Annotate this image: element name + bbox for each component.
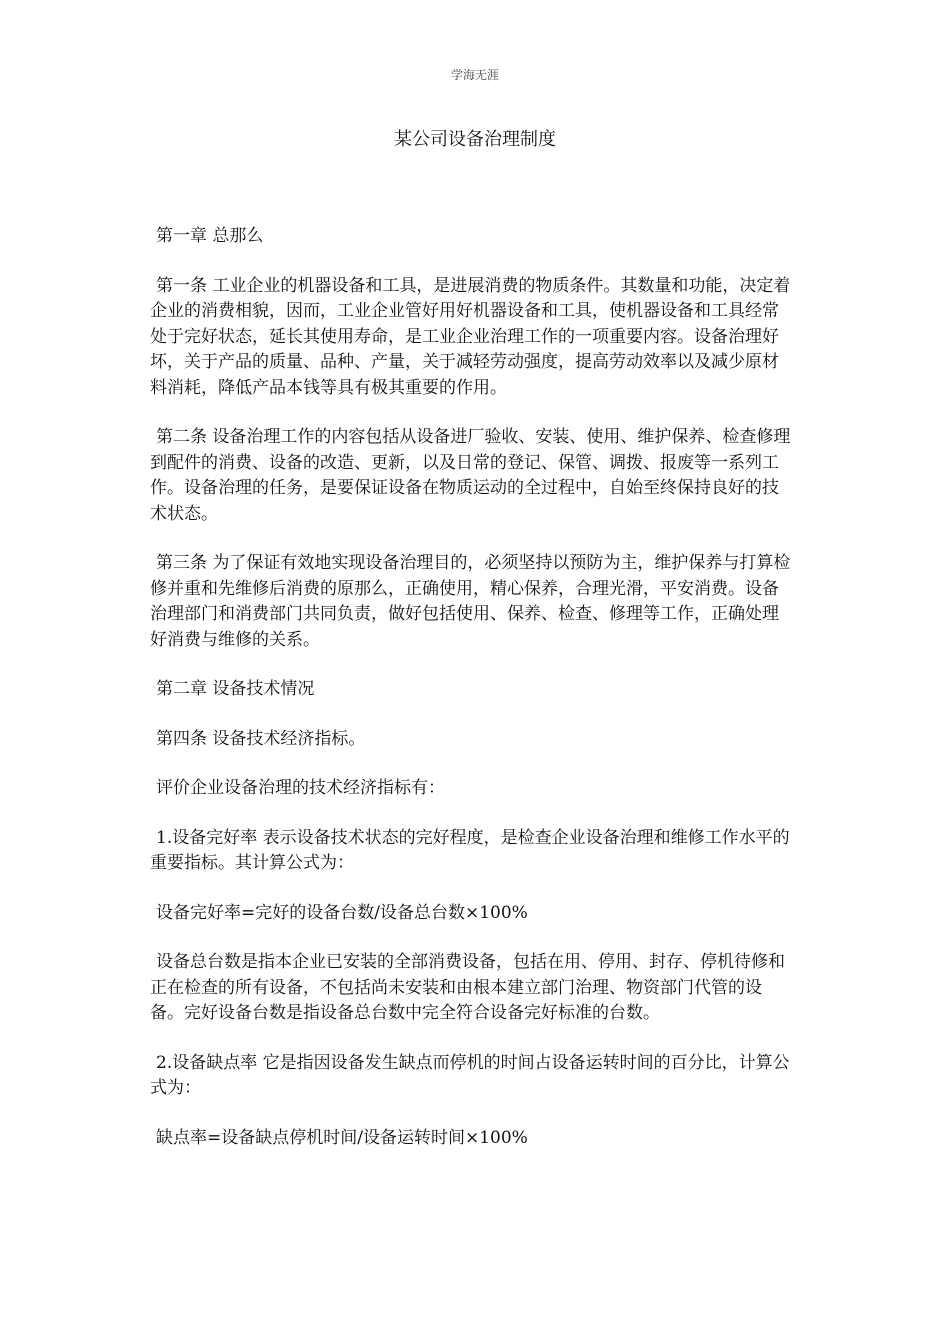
article-paragraph bbox=[150, 727, 795, 753]
paragraph-text: 第三条 为了保证有效地实现设备治理目的，必须坚持以预防为主，维护保养与打算检修并重和先维修后消费的原那么，正确使用，精心保养，合理光滑，平安消费。设备治理部门和消费部门共同负责，做好包括使用、保养、检查、修理等工作，正确处理好消费与维修的关系。 bbox=[150, 553, 791, 650]
paragraph-text: 第四条 设备技术经济指标。 bbox=[156, 728, 366, 749]
document-title: 某公司设备治理制度 bbox=[394, 129, 556, 150]
body-paragraph bbox=[150, 776, 795, 802]
paragraph-text: 第二章 设备技术情况 bbox=[156, 679, 315, 699]
paragraph-text: 2.设备缺点率 它是指因设备发生缺点而停机的时间占设备运转时间的百分比，计算公式为： bbox=[150, 1052, 790, 1098]
list-item-paragraph bbox=[150, 826, 795, 877]
paragraph-text: 第一章 总那么 bbox=[156, 226, 264, 246]
page-header-note: 学海无涯 bbox=[450, 68, 499, 82]
article-paragraph bbox=[150, 551, 795, 653]
paragraph-text: 设备完好率=完好的设备台数/设备总台数×100% bbox=[156, 902, 528, 923]
body-paragraph bbox=[150, 950, 795, 1027]
paragraph-text: 评价企业设备治理的技术经济指标有： bbox=[156, 778, 445, 798]
chapter-heading bbox=[150, 224, 795, 250]
formula-line bbox=[150, 901, 795, 927]
paragraph-text: 1.设备完好率 表示设备技术状态的完好程度，是检查企业设备治理和维修工作水平的重要指标。其计算公式为： bbox=[150, 827, 790, 873]
paragraph-text: 第一条 工业企业的机器设备和工具，是进展消费的物质条件。其数量和功能，决定着企业的消费相貌，因而，工业企业管好用好机器设备和工具，使机器设备和工具经常处于完好状态，延长其使用寿命，是工业企业治理工作的一项重要内容。设备治理好坏，关于产品的质量、品种、产量，关于减轻劳动强度，提高劳动效率以及减少原材料消耗，降低产品本钱等具有极其重要的作用。 bbox=[150, 275, 791, 398]
list-item-paragraph bbox=[150, 1051, 795, 1102]
chapter-heading bbox=[150, 677, 795, 703]
article-paragraph bbox=[150, 425, 795, 527]
paragraph-text: 设备总台数是指本企业已安装的全部消费设备，包括在用、停用、封存、停机待修和正在检查的所有设备，不包括尚未安装和由根本建立部门治理、物资部门代管的设备。完好设备台数是指设备总台数中完全符合设备完好标准的台数。 bbox=[150, 952, 785, 1023]
paragraph-text: 缺点率=设备缺点停机时间/设备运转时间×100% bbox=[156, 1127, 528, 1148]
formula-line bbox=[150, 1126, 795, 1152]
paragraph-text: 第二条 设备治理工作的内容包括从设备进厂验收、安装、使用、维护保养、检查修理到配件的消费、设备的改造、更新，以及日常的登记、保管、调拨、报废等一系列工作。设备治理的任务，是要保证设备在物质运动的全过程中，自始至终保持良好的技术状态。 bbox=[150, 427, 791, 524]
document-body bbox=[150, 224, 795, 1175]
article-paragraph bbox=[150, 274, 795, 402]
